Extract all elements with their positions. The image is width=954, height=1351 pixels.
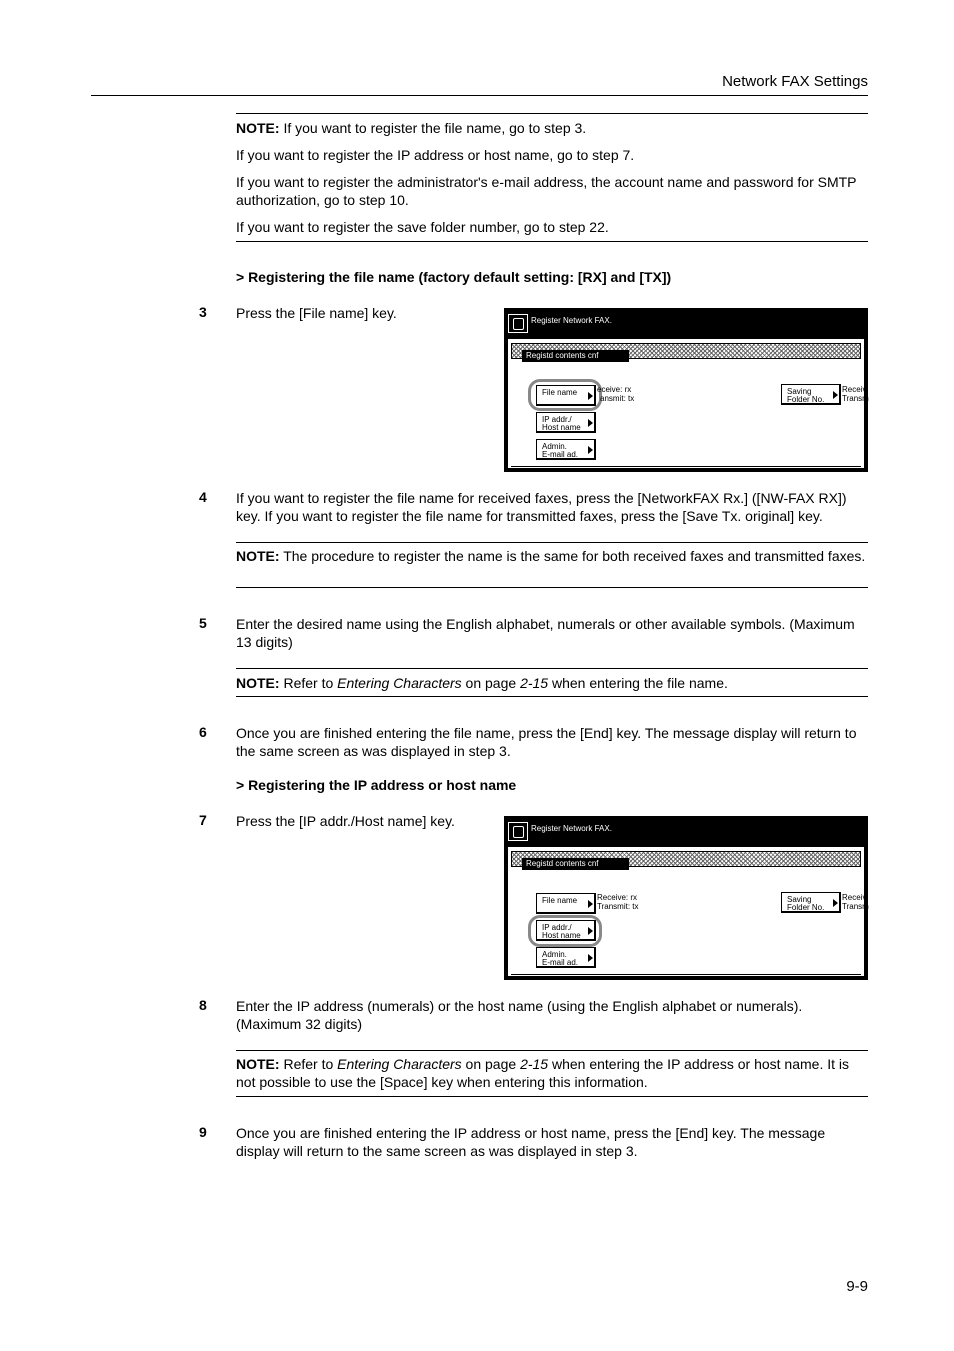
ip-host-name-button[interactable] [536, 412, 596, 433]
note-rule-top [236, 542, 868, 543]
button-label: Admin. [542, 950, 567, 959]
step-text: Press the [IP addr./Host name] key. [236, 813, 455, 829]
transmit-clipped: Transm [842, 902, 869, 911]
note-text: The procedure to register the name is the same for both received faxes and transmitted faxes. [279, 548, 866, 564]
button-label: Folder No. [787, 903, 825, 912]
file-name-button[interactable] [536, 893, 596, 914]
button-label: File name [542, 896, 578, 905]
arrow-right-icon [588, 954, 593, 962]
screen-titlebar [504, 816, 868, 846]
button-label: Saving [787, 387, 812, 396]
button-label: Host name [542, 423, 581, 432]
screen-body [507, 338, 869, 469]
button-label: E-mail ad. [542, 450, 579, 459]
step-number: 3 [199, 304, 207, 320]
note-rule-top [236, 1050, 868, 1051]
note-rule-top [236, 113, 868, 114]
step-text: If you want to register the file name for received faxes, press the [NetworkFAX Rx.] ([NW-FAX RX]) key. If you want to register the file name for transmitted faxes, press the [Save Tx. original] key. [236, 490, 847, 524]
button-label: IP addr./ [542, 923, 572, 932]
header-title: Network FAX Settings [722, 73, 868, 90]
button-label: IP addr./ [542, 415, 572, 424]
button-label: E-mail ad. [542, 958, 579, 967]
note-link-title: Entering Characters [337, 675, 462, 691]
button-label: Saving [787, 895, 812, 904]
step-number: 7 [199, 812, 207, 828]
receive-value: Receive: rx [597, 893, 638, 902]
button-label: Admin. [542, 442, 567, 451]
admin-email-button[interactable] [536, 439, 596, 460]
note-page-ref: 2-15 [520, 1056, 549, 1072]
note-rule-top [236, 668, 868, 669]
note-label: NOTE: [236, 675, 280, 691]
note-text: on page [461, 1056, 521, 1072]
step5-note [236, 674, 868, 692]
step-number: 5 [199, 615, 207, 631]
screen-mockup-ip-host [504, 816, 868, 980]
receive-clipped: Receiv [842, 893, 867, 902]
note-text: when entering the IP address or host name. It is not possible to use the [Space] key when entering this information. [236, 1056, 850, 1090]
screen-hatch-bar [511, 343, 861, 359]
section-heading-file-name: > Registering the file name (factory default setting: [RX] and [TX]) [236, 269, 672, 285]
transmit-value: Transmit: tx [597, 902, 639, 911]
saving-folder-button[interactable] [781, 384, 841, 405]
fax-icon [508, 822, 528, 841]
note-top-line3: If you want to register the administrator's e-mail address, the account name and password for SMTP authorization, go to step 10. [236, 174, 857, 208]
note-rule-bottom [236, 1096, 868, 1097]
note-label: NOTE: [236, 548, 280, 564]
section-heading-ip-host: > Registering the IP address or host name [236, 777, 517, 793]
note-rule-bottom [236, 241, 868, 242]
note-text: Refer to [279, 1056, 338, 1072]
transmit-clipped: Transm [842, 394, 869, 403]
screen-label: Registd contents cnf [522, 858, 629, 870]
highlight-ring [528, 915, 602, 947]
screen-label: Registd contents cnf [522, 350, 629, 362]
screen-mockup-file-name [504, 308, 868, 472]
step-number: 6 [199, 724, 207, 740]
note-top-line4: If you want to register the save folder number, go to step 22. [236, 219, 609, 235]
screen-bottom-bar [511, 974, 861, 975]
arrow-right-icon [833, 899, 838, 907]
note-link-title: Entering Characters [337, 1056, 462, 1072]
note-label: NOTE: [236, 120, 280, 136]
page-number: 9-9 [846, 1278, 868, 1295]
step-number: 4 [199, 489, 207, 505]
screen-title: Register Network FAX. [531, 824, 612, 833]
step8-note [236, 1055, 868, 1091]
step-text: Enter the IP address (numerals) or the host name (using the English alphabet or numerals). (Maximum 32 digits) [236, 998, 803, 1032]
note-label: NOTE: [236, 1056, 280, 1072]
note-rule-bottom [236, 696, 868, 697]
header-rule [91, 95, 868, 96]
step-text: Enter the desired name using the English alphabet, numerals or other available symbols. (Maximum 13 digits) [236, 616, 855, 650]
arrow-right-icon [833, 391, 838, 399]
receive-clipped: Receiv [842, 385, 867, 394]
button-label: Folder No. [787, 395, 825, 404]
screen-title: Register Network FAX. [531, 316, 612, 325]
note-text: If you want to register the file name, go to step 3. [279, 120, 587, 136]
arrow-right-icon [588, 419, 593, 427]
step-text: Press the [File name] key. [236, 305, 397, 321]
button-label: Host name [542, 931, 581, 940]
admin-email-button[interactable] [536, 947, 596, 968]
step-number: 8 [199, 997, 207, 1013]
transmit-value: ansmit: tx [600, 394, 635, 403]
note-text: on page [461, 675, 521, 691]
receive-value: eceive: rx [597, 385, 632, 394]
note-page-ref: 2-15 [520, 675, 549, 691]
note-rule-bottom [236, 587, 868, 588]
step-text: Once you are finished entering the IP address or host name, press the [End] key. The message display will return to the same screen as was displayed in step 3. [236, 1125, 826, 1159]
step4-note [236, 547, 868, 565]
screen-bottom-bar [511, 466, 861, 467]
screen-body [507, 846, 869, 977]
fax-icon [508, 314, 528, 333]
saving-folder-button[interactable] [781, 892, 841, 913]
note-top-line2: If you want to register the IP address or host name, go to step 7. [236, 147, 635, 163]
step-text: Once you are finished entering the file name, press the [End] key. The message display will return to the same screen as was displayed in step 3. [236, 725, 857, 759]
highlight-ring [528, 379, 602, 411]
screen-titlebar [504, 308, 868, 338]
note-text: Refer to [279, 675, 338, 691]
arrow-right-icon [588, 900, 593, 908]
button-label: File name [542, 388, 578, 397]
screen-hatch-bar [511, 851, 861, 867]
step-number: 9 [199, 1124, 207, 1140]
note-top-line1 [236, 119, 868, 137]
note-text: when entering the file name. [548, 675, 728, 691]
arrow-right-icon [588, 446, 593, 454]
